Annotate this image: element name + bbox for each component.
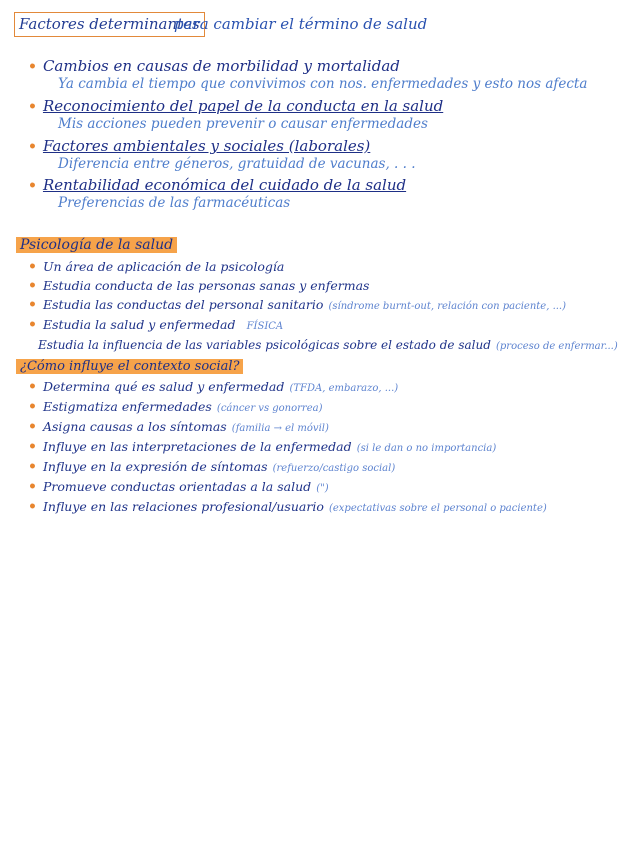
item-text: Estudia conducta de las personas sanas y enfermas [42, 278, 370, 293]
highlighted-heading: Psicología de la salud [16, 237, 177, 253]
list-item [28, 436, 496, 455]
item-sub: Mis acciones pueden prevenir o causar enfermedades [58, 116, 428, 132]
item-note: FÍSICA [246, 321, 284, 332]
section-heading [16, 355, 243, 374]
list-item [28, 136, 370, 155]
bullet-dot-icon: • [28, 439, 37, 455]
bullet-dot-icon: • [28, 419, 37, 435]
bullet-dot-icon: • [28, 459, 37, 475]
item-main: Factores ambientales y sociales (laborales) [42, 137, 371, 155]
item-note: (cáncer vs gonorrea) [216, 403, 323, 414]
bullet-dot-icon: • [28, 139, 37, 155]
item-sub: Preferencias de las farmacéuticas [58, 195, 291, 211]
extra-line-text: Estudia la influencia de las variables psicológicas sobre el estado de salud [38, 338, 491, 352]
list-item [28, 396, 323, 415]
item-text: Estudia las conductas del personal sanitario [42, 297, 324, 312]
extra-line [38, 334, 618, 353]
bullet-dot-icon: • [28, 278, 37, 294]
item-text: Un área de aplicación de la psicología [42, 259, 285, 274]
item-text: Estigmatiza enfermedades [42, 399, 212, 414]
list-item [28, 416, 329, 435]
page-title-boxed: Factores determinantes [14, 12, 205, 37]
bullet-dot-icon: • [28, 99, 37, 115]
list-item [28, 314, 283, 333]
item-text: Influye en las relaciones profesional/usuario [42, 499, 324, 514]
item-main: Cambios en causas de morbilidad y mortalidad [42, 57, 400, 75]
item-note: (") [316, 483, 329, 494]
list-item [28, 294, 566, 313]
bullet-dot-icon: • [28, 59, 37, 75]
item-text: Influye en las interpretaciones de la enfermedad [42, 439, 352, 454]
list-item [28, 256, 284, 275]
bullet-dot-icon: • [28, 479, 37, 495]
item-sub: Diferencia entre géneros, gratuidad de vacunas, . . . [58, 156, 416, 172]
bullet-dot-icon: • [28, 379, 37, 395]
bullet-dot-icon: • [28, 297, 37, 313]
bullet-dot-icon: • [28, 399, 37, 415]
section-heading [16, 234, 177, 253]
bullet-dot-icon: • [28, 178, 37, 194]
item-note: (TFDA, embarazo, ...) [289, 383, 399, 394]
list-item [28, 275, 369, 294]
item-note: (refuerzo/castigo social) [272, 463, 396, 474]
item-note: (si le dan o no importancia) [356, 443, 497, 454]
item-note: (expectativas sobre el personal o paciente) [328, 503, 547, 514]
highlighted-heading: ¿Cómo influye el contexto social? [16, 359, 243, 374]
item-text: Estudia la salud y enfermedad [42, 317, 236, 332]
item-text: Determina qué es salud y enfermedad [42, 379, 285, 394]
item-text: Influye en la expresión de síntomas [42, 459, 268, 474]
list-item [28, 96, 443, 115]
item-text: Asigna causas a los síntomas [42, 419, 227, 434]
list-item [28, 56, 400, 75]
item-main: Reconocimiento del papel de la conducta en la salud [42, 97, 444, 115]
page-title-rest: para cambiar el término de salud [174, 15, 428, 33]
list-item [28, 175, 406, 194]
item-note: (síndrome burnt-out, relación con paciente, ...) [328, 301, 567, 312]
list-item [28, 456, 395, 475]
bullet-dot-icon: • [28, 499, 37, 515]
item-text: Promueve conductas orientadas a la salud [42, 479, 312, 494]
bullet-dot-icon: • [28, 259, 37, 275]
list-item [28, 496, 547, 515]
list-item [28, 376, 398, 395]
item-sub: Ya cambia el tiempo que convivimos con nos. enfermedades y esto nos afecta [58, 76, 588, 92]
item-note: (familia → el móvil) [231, 423, 329, 434]
extra-line-note: (proceso de enfermar...) [495, 341, 618, 352]
list-item [28, 476, 329, 495]
bullet-dot-icon: • [28, 317, 37, 333]
item-main: Rentabilidad económica del cuidado de la salud [42, 176, 407, 194]
